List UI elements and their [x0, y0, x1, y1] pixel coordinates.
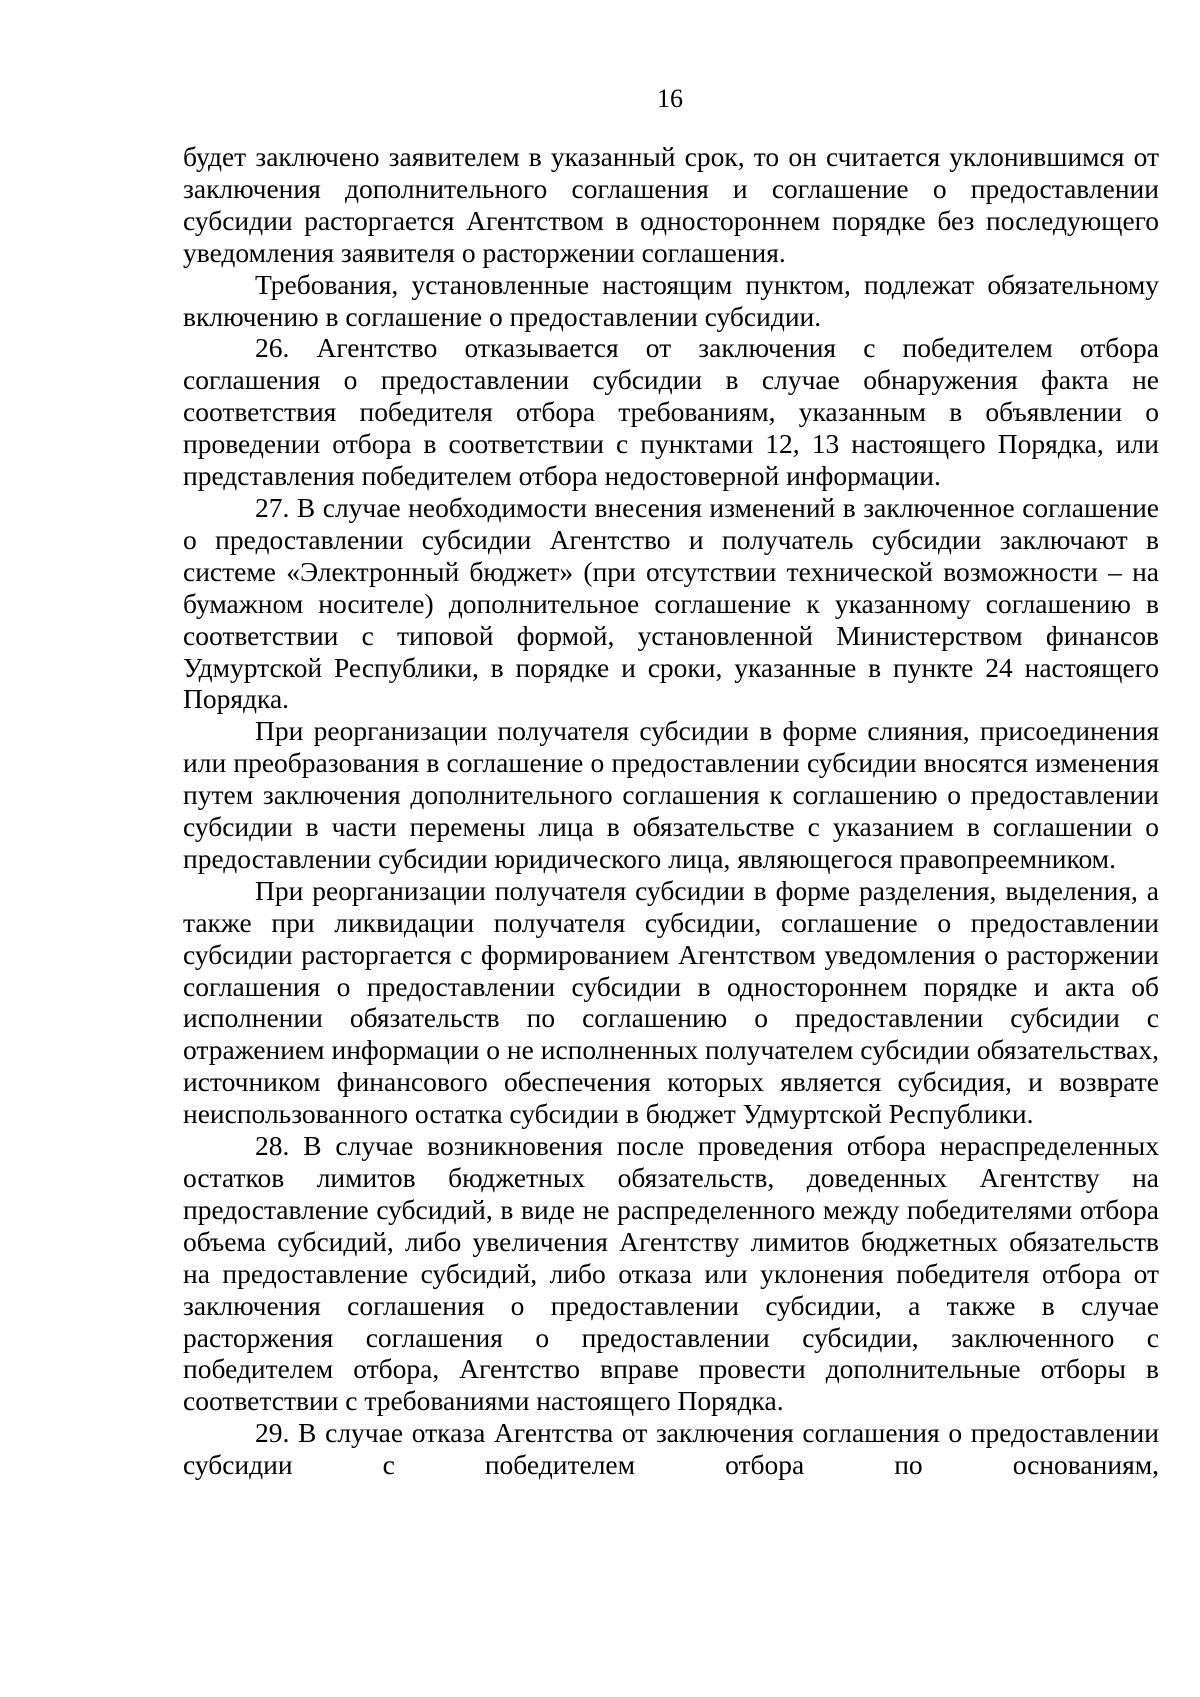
- paragraph-26: 26. Агентство отказывается от заключения с победителем отбора соглашения о предоставлении субсидии в случае обнаружения факта не соответствия победителя отбора требованиям, указанным в объявлении о проведении отбора в соответствии с пунктами 12, 13 настоящего Порядка, или представления победителем отбора недостоверной информации.: [183, 332, 1159, 492]
- paragraph-28: 28. В случае возникновения после проведения отбора нераспределенных остатков лимитов бюджетных обязательств, доведенных Агентству на предоставление субсидий, в виде не распределенного между победителями отбора объема субсидий, либо увеличения Агентству лимитов бюджетных обязательств на предоставление субсидий, либо отказа или уклонения победителя отбора от заключения соглашения о предоставлении субсидии, а также в случае расторжения соглашения о предоставлении субсидии, заключенного с победителем отбора, Агентство вправе провести дополнительные отборы в соответствии с требованиями настоящего Порядка.: [183, 1130, 1159, 1417]
- document-body: [183, 141, 1159, 1481]
- paragraph-reorganization-merger: При реорганизации получателя субсидии в форме слияния, присоединения или преобразования в соглашение о предоставлении субсидии вносятся изменения путем заключения дополнительного соглашения к соглашению о предоставлении субсидии в части перемены лица в обязательстве с указанием в соглашении о предоставлении субсидии юридического лица, являющегося правопреемником.: [183, 715, 1159, 874]
- paragraph-continuation: будет заключено заявителем в указанный срок, то он считается уклонившимся от заключения дополнительного соглашения и соглашение о предоставлении субсидии расторгается Агентством в одностороннем порядке без последующего уведомления заявителя о расторжении соглашения.: [183, 141, 1159, 268]
- paragraph-requirements: Требования, установленные настоящим пунктом, подлежат обязательному включению в соглашение о предоставлении субсидии.: [183, 268, 1159, 332]
- paragraph-reorganization-division: При реорганизации получателя субсидии в форме разделения, выделения, а также при ликвидации получателя субсидии, соглашение о предоставлении субсидии расторгается с формированием Агентством уведомления о расторжении соглашения о предоставлении субсидии в одностороннем порядке и акта об исполнении обязательств по соглашению о предоставлении субсидии с отражением информации о не исполненных получателем субсидии обязательствах, источником финансового обеспечения которых является субсидия, и возврате неиспользованного остатка субсидии в бюджет Удмуртской Республики.: [183, 874, 1159, 1130]
- page-number: 16: [657, 84, 683, 113]
- paragraph-29: 29. В случае отказа Агентства от заключения соглашения о предоставлении субсидии с победителем отбора по основаниям,: [183, 1417, 1159, 1481]
- paragraph-27: 27. В случае необходимости внесения изменений в заключенное соглашение о предоставлении субсидии Агентство и получатель субсидии заключают в системе «Электронный бюджет» (при отсутствии технической возможности – на бумажном носителе) дополнительное соглашение к указанному соглашению в соответствии с типовой формой, установленной Министерством финансов Удмуртской Республики, в порядке и сроки, указанные в пункте 24 настоящего Порядка.: [183, 491, 1159, 715]
